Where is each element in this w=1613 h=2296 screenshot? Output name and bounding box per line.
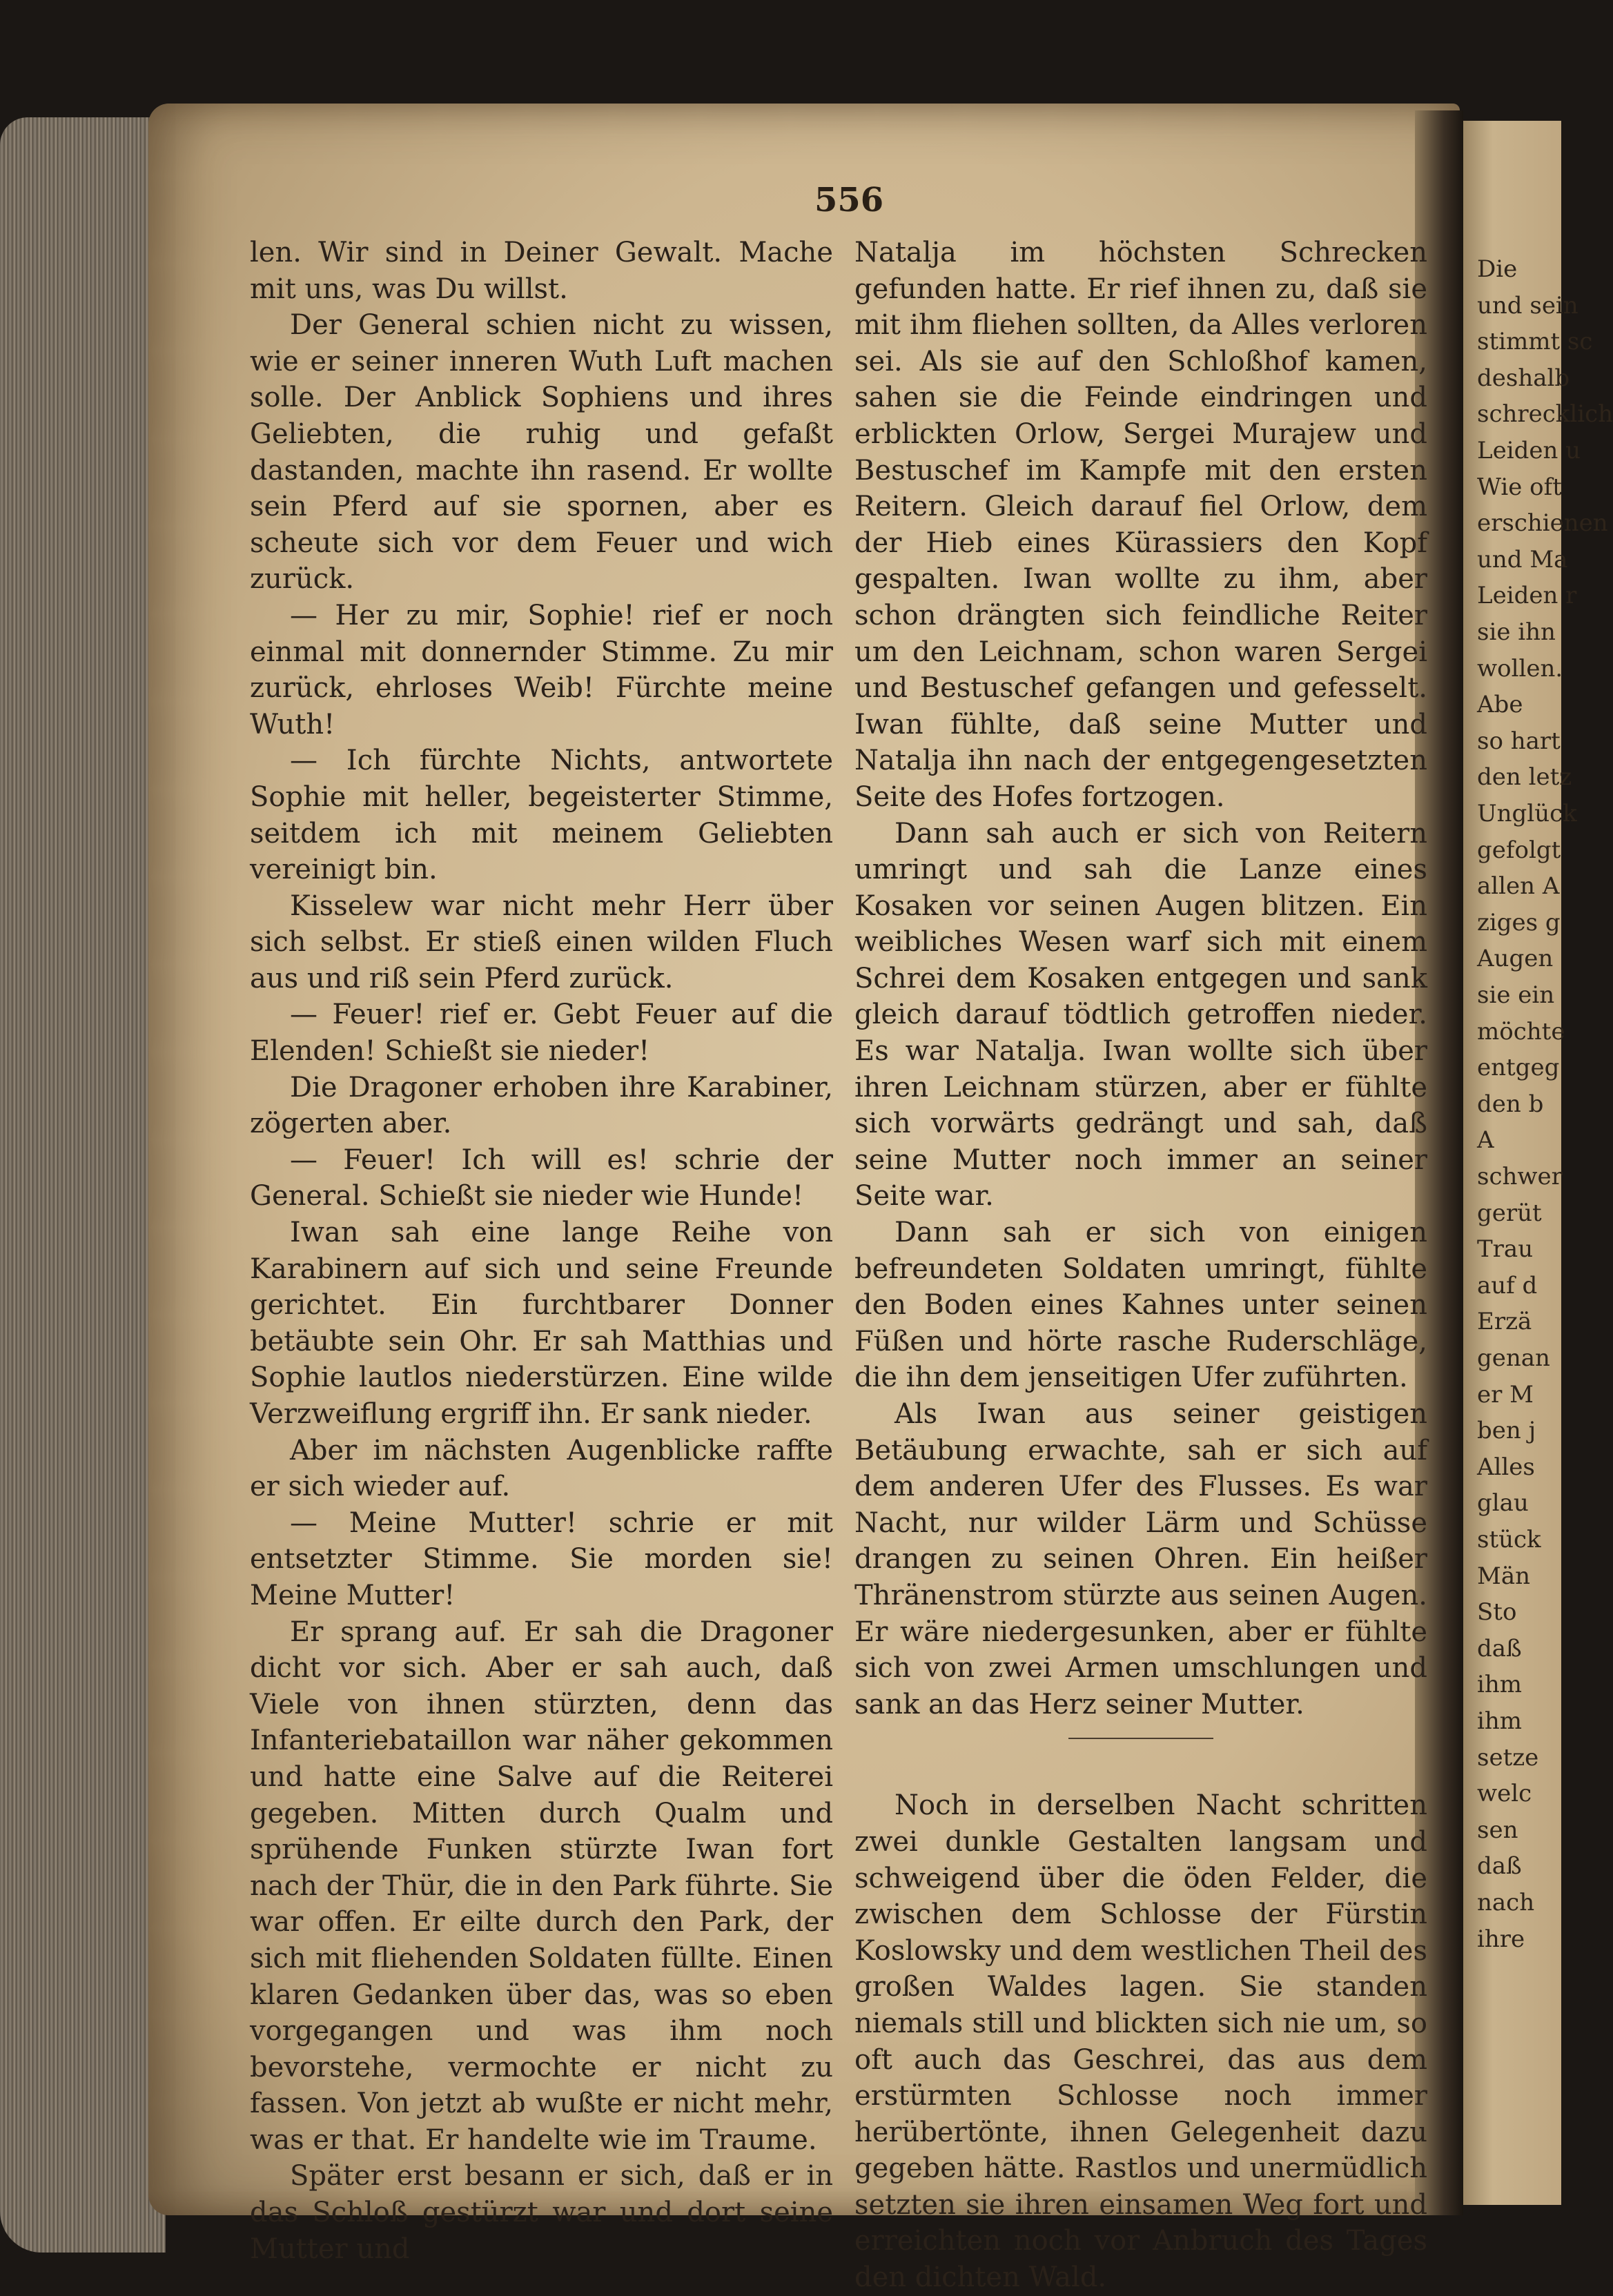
next-page-line: so hart [1477, 727, 1561, 755]
next-page-line: Alles [1477, 1453, 1535, 1481]
paragraph: Er sprang auf. Er sah die Dragoner dicht vor sich. Aber er sah auch, daß Viele von ihnen stürzten, denn das Infanteriebataillon war näher gekommen und hatte eine Salve auf die Reiterei gegeben. Mitten durch Qualm und sprühende Funken stürzte Iwan fort nach der Thür, die in den Park führte. Sie war offen. Er eilte durch den Park, der sich mit fliehenden Soldaten füllte. Einen klaren Gedanken über das, was so eben vorgegangen und was ihm noch bevorstehe, vermochte er nicht zu fassen. Von jetzt ab wußte er nicht mehr, was er that. Er handelte wie im Traume. [250, 1616, 833, 2156]
section-divider [1068, 1738, 1213, 1739]
next-page-line: Trau [1477, 1235, 1534, 1264]
next-page-line: ihm [1477, 1707, 1523, 1735]
text-column-right [854, 235, 1427, 2296]
next-page-line: den b [1477, 1090, 1544, 1118]
paragraph: Iwan sah eine lange Reihe von Karabinern auf sich und seine Freunde gerichtet. Ein furchtbarer Donner betäubte sein Ohr. Er sah Matthias und Sophie lautlos niederstürzen. Eine wilde Verzweiflung ergriff ihn. Er sank nieder. [250, 1217, 833, 1430]
next-page-line: entgeg [1477, 1054, 1560, 1082]
next-page-line: auf d [1477, 1271, 1538, 1299]
next-page-line: und Ma [1477, 545, 1568, 573]
paragraph: Noch in derselben Nacht schritten zwei dunkle Gestalten langsam und schweigend über die öden Felder, die zwischen dem Schlosse der Fürstin Koslowsky und dem westlichen Theil des großen Waldes lagen. Sie standen niemals still und blickten sich nie um, so oft auch das Geschrei, das aus dem erstürmten Schlosse noch immer herübertönte, ihnen Gelegenheit dazu gegeben hätte. Rastlos und unermüdlich setzten sie ihren einsamen Weg fort und erreichten noch vor Anbruch des Tages den dichten Wald. [854, 1789, 1427, 2294]
next-page-line: erschienen [1477, 509, 1608, 538]
next-page-line: er M [1477, 1380, 1534, 1409]
next-page-line: ben j [1477, 1417, 1536, 1445]
next-page-line: sie ihn [1477, 618, 1556, 646]
page-number: 556 [814, 181, 884, 219]
next-page-line: genan [1477, 1344, 1550, 1372]
next-page-line: glau [1477, 1489, 1529, 1518]
next-page-line: sie ein [1477, 981, 1555, 1009]
next-page-line: stück [1477, 1526, 1541, 1553]
next-page-line: Leiden r [1477, 582, 1577, 610]
next-page-line: welc [1477, 1780, 1532, 1808]
paragraph: Der General schien nicht zu wissen, wie er seiner inneren Wuth Luft machen solle. Der Anblick Sophiens und ihres Geliebten, die ruhig und gefaßt dastanden, machte ihn rasend. Er wollte sein Pferd auf sie spornen, aber es scheute sich vor dem Feuer und wich zurück. [250, 309, 833, 596]
paragraph: — Her zu mir, Sophie! rief er noch einmal mit donnernder Stimme. Zu mir zurück, ehrloses Weib! Fürchte meine Wuth! [250, 599, 833, 740]
next-page-line: gefolgt [1477, 836, 1561, 864]
next-page-line: ziges g [1477, 908, 1561, 936]
next-page-fragment [1463, 121, 1613, 2205]
paragraph: Später erst besann er sich, daß er in das Schloß gestürzt war und dort seine Mutter und [250, 2160, 833, 2265]
next-page-line: möchte [1477, 1017, 1565, 1046]
next-page-line: stimmt sc [1477, 328, 1593, 356]
next-page-line: Die [1477, 255, 1518, 283]
next-page-line: Erzä [1477, 1308, 1532, 1336]
next-page-line: gerüt [1477, 1199, 1542, 1227]
paragraph: Natalja im höchsten Schrecken gefunden hatte. Er rief ihnen zu, daß sie mit ihm fliehen sollten, da Alles verloren sei. Als sie auf den Schloßhof kamen, sahen sie die Feinde eindringen und erblickten Orlow, Sergei Murajew und Bestuschef im Kampfe mit den ersten Reitern. Gleich darauf fiel Orlow, dem der Hieb eines Kürassiers den Kopf gespalten. Iwan wollte zu ihm, aber schon drängten sich feindliche Reiter um den Leichnam, schon waren Sergei und Bestuschef gefangen und gefesselt. Iwan fühlte, daß seine Mutter und Natalja ihn nach der entgegengesetzten Seite des Hofes fortzogen. [854, 237, 1427, 813]
paragraph: — Ich fürchte Nichts, antwortete Sophie mit heller, begeisterter Stimme, seitdem ich mit meinem Geliebten vereinigt bin. [250, 745, 833, 886]
paragraph: — Feuer! rief er. Gebt Feuer auf die Elenden! Schießt sie nieder! [250, 999, 833, 1068]
next-page-line: daß [1477, 1634, 1522, 1662]
next-page-line: allen A [1477, 872, 1560, 901]
paragraph: Dann sah er sich von einigen befreundeten Soldaten umringt, fühlte den Boden eines Kahnes unter seinen Füßen und hörte rasche Ruderschläge, die ihn dem jenseitigen Ufer zuführten. [854, 1217, 1427, 1394]
paragraph: Die Dragoner erhoben ihre Karabiner, zögerten aber. [250, 1071, 833, 1140]
next-page-line: schwer [1477, 1163, 1563, 1190]
next-page-line: Abe [1477, 691, 1523, 719]
next-page-line: den letz [1477, 763, 1572, 792]
next-page-line: Män [1477, 1562, 1530, 1590]
next-page-line: nach [1477, 1889, 1535, 1916]
next-page-line: A [1477, 1126, 1494, 1155]
paragraph: Als Iwan aus seiner geistigen Betäubung erwachte, sah er sich auf dem anderen Ufer des Flusses. Es war Nacht, nur wilder Lärm und Schüsse drangen zu seinen Ohren. Ein heißer Thränenstrom stürzte aus seinen Augen. Er wäre niedergesunken, aber er fühlte sich von zwei Armen umschlungen und sank an das Herz seiner Mutter. [854, 1398, 1427, 1720]
paragraph: — Meine Mutter! schrie er mit entsetzter Stimme. Sie morden sie! Meine Mutter! [250, 1507, 833, 1611]
next-page-line: deshalb [1477, 364, 1570, 392]
next-page-line: Augen [1477, 945, 1554, 973]
next-page-line: ihm [1477, 1671, 1523, 1699]
next-page-line: ihre [1477, 1925, 1525, 1953]
next-page-line: setze [1477, 1743, 1539, 1772]
paragraph: Kisselew war nicht mehr Herr über sich selbst. Er stieß einen wilden Fluch aus und riß sein Pferd zurück. [250, 890, 833, 994]
next-page-line: wollen. [1477, 654, 1563, 683]
paragraph: Dann sah auch er sich von Reitern umringt und sah die Lanze eines Kosaken vor seinen Augen blitzen. Ein weibliches Wesen warf sich mit einem Schrei dem Kosaken entgegen und sank gleich darauf tödtlich getroffen nieder. Es war Natalja. Iwan wollte sich über ihren Leichnam stürzen, aber er fühlte sich vorwärts gedrängt und sah, daß seine Mutter noch immer an seiner Seite war. [854, 817, 1427, 1213]
book-page-edges [0, 117, 166, 2253]
next-page-line: daß [1477, 1852, 1522, 1881]
next-page-line: schrecklich [1477, 400, 1613, 429]
next-page-line: Unglück [1477, 800, 1577, 827]
paragraph: — Feuer! Ich will es! schrie der General. Schießt sie nieder wie Hunde! [250, 1144, 833, 1213]
next-page-line: und sein [1477, 291, 1578, 320]
next-page-line: Sto [1477, 1598, 1517, 1627]
paragraph: Aber im nächsten Augenblicke raffte er sich wieder auf. [250, 1434, 833, 1503]
next-page-line: sen [1477, 1816, 1518, 1844]
next-page-line: Wie oft [1477, 473, 1562, 501]
paragraph: len. Wir sind in Deiner Gewalt. Mache mit uns, was Du willst. [250, 237, 833, 305]
text-column-left [250, 235, 833, 2267]
next-page-line: Leiden u [1477, 437, 1581, 464]
